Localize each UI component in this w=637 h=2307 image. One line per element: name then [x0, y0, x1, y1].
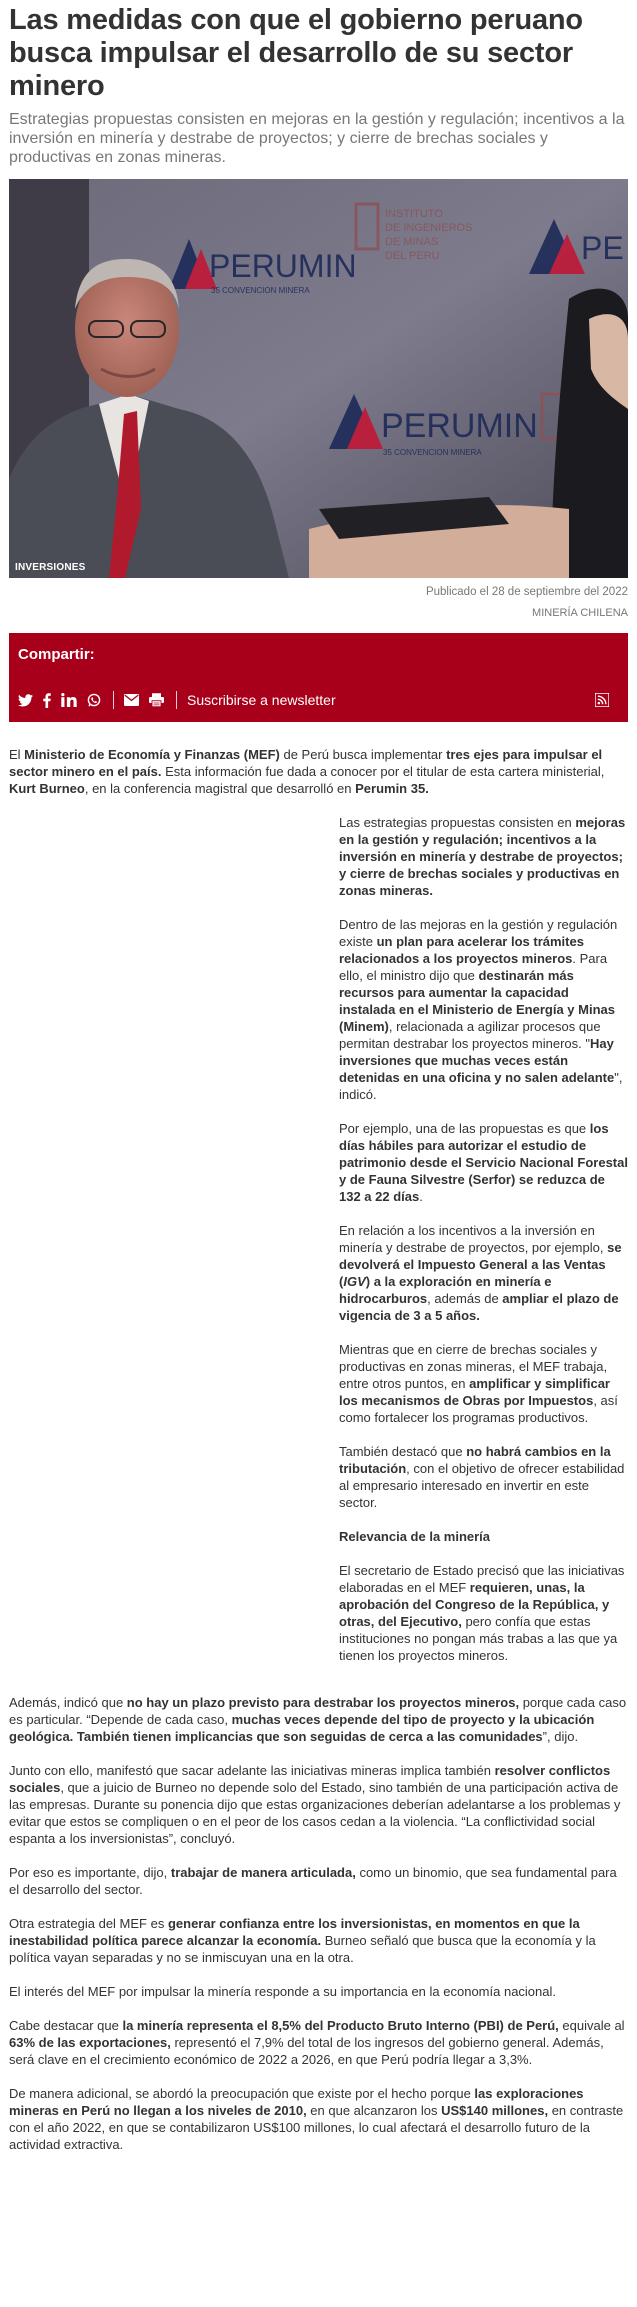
- svg-text:PE: PE: [581, 230, 624, 266]
- svg-text:INSTITUTO: INSTITUTO: [385, 208, 443, 220]
- hero-photo: [9, 179, 628, 578]
- publish-date: Publicado el 28 de septiembre del 2022: [425, 586, 628, 598]
- twitter-icon[interactable]: [18, 692, 33, 708]
- facebook-icon[interactable]: [43, 692, 51, 708]
- svg-text:DEL PERU: DEL PERU: [385, 250, 440, 262]
- paragraph: Además, indicó que no hay un plazo previsto para destrabar los proyectos mineros, porque cada caso es particular. “Depende de cada caso, muchas veces depende del tipo de proyecto y la ubicación geológica. También tienen implicancias que son seguidas de cerca a las comunidades”, dijo.: [9, 1695, 627, 1744]
- paragraph: Otra estrategia del MEF es generar confianza entre los inversionistas, en momentos en que la inestabilidad política parece alcanzar la economía. Burneo señaló que busca que la economía y la política vayan separadas y no se inmiscuyan una en la otra.: [9, 1916, 596, 1965]
- share-toolbar: [18, 691, 619, 709]
- svg-text:DE MINAS: DE MINAS: [385, 236, 439, 248]
- paragraph: De manera adicional, se abordó la preocupación que existe por el hecho porque las exploraciones mineras en Perú no llegan a los niveles de 2010, en que alcanzaron los US$140 millones, en contraste con el año 2022, en que se contabilizaron US$100 millones, lo cual afectará el desarrollo futuro de la actividad extractiva.: [9, 2086, 624, 2152]
- category-tag[interactable]: INVERSIONES: [15, 562, 86, 573]
- ad-placeholder: [9, 814, 326, 1694]
- paragraph: El Ministerio de Economía y Finanzas (MEF) de Perú busca implementar tres ejes para impulsar el sector minero en el país. Esta información fue dada a conocer por el titular de esta cartera ministerial, Kurt Burneo, en la conferencia magistral que desarrolló en Perumin 35.: [9, 747, 605, 796]
- paragraph: Junto con ello, manifestó que sacar adelante las iniciativas mineras implica también resolver conflictos sociales, que a juicio de Burneo no depende solo del Estado, sino también de una participación activa de las empresas. Durante su ponencia dijo que estas organizaciones deberían adelantarse a los problemas y evitar que estos se compliquen o en el peor de los casos cedan a la violencia. “La conflictividad social espanta a los inversionistas”, concluyó.: [9, 1763, 621, 1846]
- banner-brand-text: PERUMIN: [209, 248, 357, 284]
- source-name: MINERÍA CHILENA: [532, 607, 628, 619]
- whatsapp-icon[interactable]: [87, 692, 101, 708]
- paragraph: Por eso es importante, dijo, trabajar de manera articulada, como un binomio, que sea fundamental para el desarrollo del sector.: [9, 1865, 617, 1897]
- print-icon[interactable]: [149, 692, 164, 708]
- article-title: Las medidas con que el gobierno peruano busca impulsar el desarrollo de su sector minero: [9, 4, 583, 102]
- share-box: [9, 633, 628, 722]
- paragraph: Cabe destacar que la minería representa el 8,5% del Producto Bruto Interno (PBI) de Perú, equivale al 63% de las exportaciones, representó el 7,9% del total de los ingresos del gobierno general. Además, será clave en el crecimiento económico de 2022 a 2026, en que Perú podría llegar a 3,3%.: [9, 2018, 625, 2067]
- share-title: Compartir:: [18, 646, 95, 663]
- rss-icon[interactable]: [595, 692, 609, 708]
- paragraph: Por ejemplo, una de las propuestas es que los días hábiles para autorizar el estudio de patrimonio desde el Servicio Nacional Forestal y de Fauna Silvestre (Serfor) se reduzca de 132 a 22 días.: [339, 1121, 628, 1204]
- email-icon[interactable]: [124, 692, 139, 708]
- paragraph: También destacó que no habrá cambios en la tributación, con el objetivo de ofrecer estabilidad al empresario interesado en invertir en este sector.: [339, 1444, 625, 1510]
- paragraph: El interés del MEF por impulsar la minería responde a su importancia en la economía nacional.: [9, 1984, 556, 1999]
- svg-text:PERUMIN: PERUMIN: [381, 407, 538, 445]
- paragraph: Dentro de las mejoras en la gestión y regulación existe un plan para acelerar los trámites relacionados a los proyectos mineros. Para ello, el ministro dijo que destinarán más recursos para aumentar la capacidad instalada en el Ministerio de Energía y Minas (Minem), relacionada a agilizar procesos que permitan destrabar los proyectos mineros. "Hay inversiones que muchas veces están detenidas en una oficina y no salen adelante", indicó.: [339, 917, 623, 1102]
- svg-text:35 CONVENCION MINERA: 35 CONVENCION MINERA: [383, 448, 482, 457]
- newsletter-link[interactable]: Suscribirse a newsletter: [187, 692, 336, 708]
- section-subheading: Relevancia de la minería: [339, 1529, 491, 1544]
- toolbar-divider: [113, 691, 114, 709]
- paragraph: Las estrategias propuestas consisten en mejoras en la gestión y regulación; incentivos a la inversión en minería y destrabe de proyectos; y cierre de brechas sociales y productivas en zonas mineras.: [339, 815, 626, 898]
- paragraph: Mientras que en cierre de brechas sociales y productivas en zonas mineras, el MEF trabaja, entre otros puntos, en amplificar y simplificar los mecanismos de Obras por Impuestos, así como fortalecer los programas productivos.: [339, 1342, 618, 1425]
- article-body: [9, 746, 628, 2153]
- article-subtitle: Estrategias propuestas consisten en mejoras en la gestión y regulación; incentivos a la inversión en minería y destrabe de proyectos; y cierre de brechas sociales y productivas en zonas mineras.: [9, 111, 625, 166]
- hero-image: [9, 179, 628, 578]
- article-meta: [9, 585, 628, 620]
- banner-tagline-text: 35 CONVENCION MINERA: [211, 286, 310, 295]
- paragraph: El secretario de Estado precisó que las iniciativas elaboradas en el MEF requieren, unas, la aprobación del Congreso de la República, y otras, del Ejecutivo, pero confía que estas instituciones no pongan más trabas a las que ya tienen los proyectos mineros.: [339, 1563, 625, 1663]
- paragraph: En relación a los incentivos a la inversión en minería y destrabe de proyectos, por ejemplo, se devolverá el Impuesto General a las Ventas (IGV) a la exploración en minería e hidrocarburos, además de ampliar el plazo de vigencia de 3 a 5 años.: [339, 1223, 622, 1323]
- toolbar-divider: [176, 691, 177, 709]
- svg-text:DE INGENIEROS: DE INGENIEROS: [385, 222, 473, 234]
- linkedin-icon[interactable]: [61, 692, 77, 708]
